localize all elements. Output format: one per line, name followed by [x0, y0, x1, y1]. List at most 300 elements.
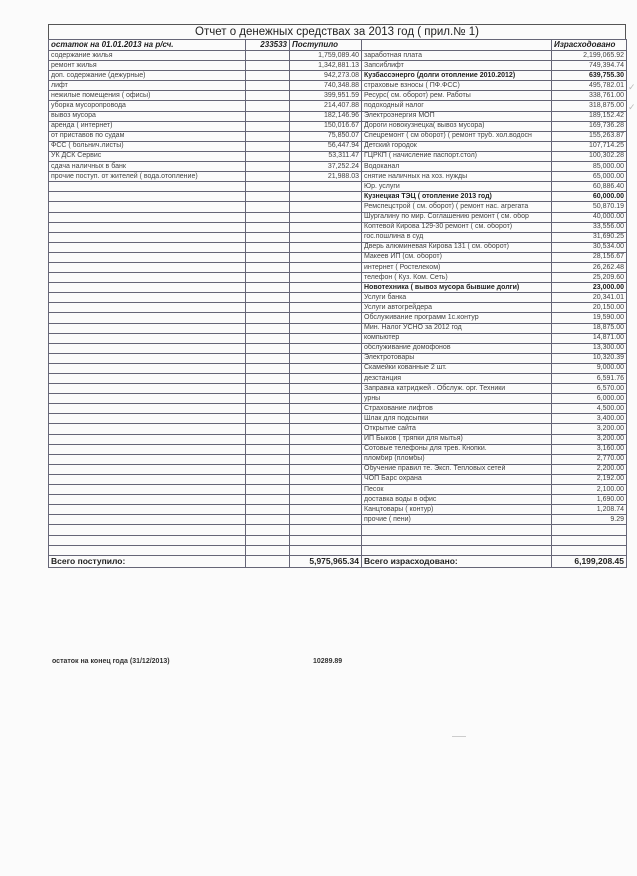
empty-cell — [246, 283, 290, 293]
expense-item-name: Скамейки кованные 2 шт. — [362, 363, 552, 373]
empty-cell — [246, 353, 290, 363]
empty-cell — [246, 454, 290, 464]
table-row — [49, 303, 627, 313]
income-item-amount — [290, 252, 362, 262]
income-item-amount — [290, 293, 362, 303]
check-mark-icon: ✓ — [628, 82, 636, 92]
expense-item-name: Ресурс( см. оборот) рем. Работы — [362, 91, 552, 101]
income-item-amount — [290, 212, 362, 222]
expense-item-amount: 2,200.00 — [552, 464, 627, 474]
opening-balance-value: 233533 — [246, 40, 290, 51]
table-row — [49, 313, 627, 323]
expense-item-amount: 20,150.00 — [552, 303, 627, 313]
empty-cell — [246, 505, 290, 515]
expense-item-amount: 155,263.87 — [552, 131, 627, 141]
income-item-amount — [290, 454, 362, 464]
income-item-name — [49, 515, 246, 525]
empty-cell — [246, 51, 290, 61]
expense-item-name: Новотехника ( вывоз мусора бывшие долги) — [362, 283, 552, 293]
expense-item-amount: 19,590.00 — [552, 313, 627, 323]
empty-cell — [246, 384, 290, 394]
income-item-amount: 75,850.07 — [290, 131, 362, 141]
expense-item-name: прочие ( пени) — [362, 515, 552, 525]
empty-cell — [246, 343, 290, 353]
income-item-name — [49, 283, 246, 293]
empty-cell — [246, 424, 290, 434]
empty-cell — [246, 404, 290, 414]
income-item-amount: 942,273.08 — [290, 71, 362, 81]
expense-item-amount: 40,000.00 — [552, 212, 627, 222]
income-item-amount — [290, 444, 362, 454]
expense-name-header — [362, 40, 552, 51]
expense-item-amount: 107,714.25 — [552, 141, 627, 151]
table-row — [49, 222, 627, 232]
empty-cell — [246, 111, 290, 121]
expense-item-name: Страхование лифтов — [362, 404, 552, 414]
expense-item-amount: 65,000.00 — [552, 172, 627, 182]
empty-cell — [246, 555, 290, 567]
expense-item-amount: 1,690.00 — [552, 495, 627, 505]
table-row — [49, 252, 627, 262]
empty-cell — [246, 131, 290, 141]
income-item-amount — [290, 202, 362, 212]
empty-cell — [246, 81, 290, 91]
income-item-amount — [290, 262, 362, 272]
empty-cell — [246, 71, 290, 81]
empty-cell — [246, 363, 290, 373]
income-item-name: аренда ( интернет) — [49, 121, 246, 131]
income-item-amount — [290, 404, 362, 414]
income-item-amount — [290, 333, 362, 343]
income-item-amount — [290, 323, 362, 333]
income-item-amount: 56,447.94 — [290, 141, 362, 151]
empty-cell — [246, 303, 290, 313]
expense-item-name: компьютер — [362, 333, 552, 343]
income-item-name — [49, 464, 246, 474]
income-item-amount — [290, 283, 362, 293]
table-row — [49, 363, 627, 373]
expense-item-amount — [552, 535, 627, 545]
income-item-name: доп. содержание (дежурные) — [49, 71, 246, 81]
expense-item-name: Ремспецстрой ( см. оборот) ( ремонт нас. агрегата — [362, 202, 552, 212]
income-item-name — [49, 505, 246, 515]
table-row — [49, 333, 627, 343]
income-item-name — [49, 303, 246, 313]
table-row — [49, 202, 627, 212]
expense-item-name: Электроэнергия МОП — [362, 111, 552, 121]
income-item-amount — [290, 464, 362, 474]
empty-cell — [246, 91, 290, 101]
expense-item-amount: 3,200.00 — [552, 434, 627, 444]
report-table — [48, 39, 627, 568]
expense-item-name: Водоканал — [362, 162, 552, 172]
total-income-value: 5,975,965.34 — [290, 555, 362, 567]
expense-item-name: Коптевой Кирова 129-30 ремонт ( см. оборот) — [362, 222, 552, 232]
income-item-name: нежилые помещения ( офисы) — [49, 91, 246, 101]
income-item-name: уборка мусоропровода — [49, 101, 246, 111]
empty-cell — [246, 333, 290, 343]
expense-item-name: Шлак для подсыпки — [362, 414, 552, 424]
empty-cell — [246, 222, 290, 232]
expense-item-amount: 189,152.42 — [552, 111, 627, 121]
expense-item-amount: 60,886.40 — [552, 182, 627, 192]
report-title: Отчет о денежных средствах за 2013 год ( прил.№ 1) — [48, 24, 626, 39]
income-item-name — [49, 434, 246, 444]
expense-item-name: Сотовые телефоны для трев. Кнопки. — [362, 444, 552, 454]
table-row — [49, 71, 627, 81]
table-row — [49, 323, 627, 333]
empty-cell — [246, 414, 290, 424]
expense-item-amount: 6,570.00 — [552, 384, 627, 394]
expense-item-name: Обучение правил те. Эксп. Тепловых сетей — [362, 464, 552, 474]
income-item-name: от приставов по судам — [49, 131, 246, 141]
table-row — [49, 101, 627, 111]
table-row — [49, 353, 627, 363]
expense-item-name: пломбир (пломбы) — [362, 454, 552, 464]
table-row — [49, 545, 627, 555]
totals-row — [49, 555, 627, 567]
table-row — [49, 273, 627, 283]
table-row — [49, 424, 627, 434]
income-item-name — [49, 384, 246, 394]
expense-item-amount: 3,200.00 — [552, 424, 627, 434]
income-item-amount — [290, 515, 362, 525]
expense-item-amount: 9.29 — [552, 515, 627, 525]
table-row — [49, 151, 627, 161]
income-item-name — [49, 535, 246, 545]
income-item-name: прочие поступ. от жителей ( вода.отопление) — [49, 172, 246, 182]
empty-cell — [246, 535, 290, 545]
empty-cell — [246, 172, 290, 182]
table-row — [49, 192, 627, 202]
income-item-name: лифт — [49, 81, 246, 91]
table-row — [49, 394, 627, 404]
table-row — [49, 515, 627, 525]
closing-balance-value: 10289.89 — [313, 658, 343, 665]
expense-item-amount: 50,870.19 — [552, 202, 627, 212]
table-row — [49, 262, 627, 272]
expense-item-amount: 3,400.00 — [552, 414, 627, 424]
expense-item-amount: 10,320.39 — [552, 353, 627, 363]
income-item-amount: 150,016.67 — [290, 121, 362, 131]
table-row — [49, 343, 627, 353]
table-row — [49, 51, 627, 61]
expense-item-name: дезстанция — [362, 374, 552, 384]
income-header: Поступило — [290, 40, 362, 51]
expense-item-name: Канцтовары ( контур) — [362, 505, 552, 515]
income-item-amount: 214,407.88 — [290, 101, 362, 111]
income-item-amount — [290, 353, 362, 363]
table-row — [49, 141, 627, 151]
closing-balance-label: остаток на конец года (31/12/2013) — [52, 658, 170, 665]
empty-cell — [246, 323, 290, 333]
income-item-amount: 37,252.24 — [290, 162, 362, 172]
table-row — [49, 81, 627, 91]
empty-cell — [246, 313, 290, 323]
empty-cell — [246, 252, 290, 262]
expense-item-amount: 14,871.00 — [552, 333, 627, 343]
expense-item-name: Услуги банка — [362, 293, 552, 303]
table-row — [49, 444, 627, 454]
income-item-name — [49, 212, 246, 222]
empty-cell — [246, 212, 290, 222]
expense-item-amount: 4,500.00 — [552, 404, 627, 414]
empty-cell — [246, 273, 290, 283]
expense-item-amount: 338,761.00 — [552, 91, 627, 101]
income-item-name — [49, 545, 246, 555]
table-row — [49, 242, 627, 252]
income-item-amount — [290, 535, 362, 545]
expense-item-amount: 20,341.01 — [552, 293, 627, 303]
empty-cell — [246, 121, 290, 131]
income-item-name: ФСС ( больнич.листы) — [49, 141, 246, 151]
expense-item-amount: 749,394.74 — [552, 61, 627, 71]
report-sheet — [48, 24, 626, 568]
empty-cell — [246, 101, 290, 111]
income-item-name: сдача наличных в банк — [49, 162, 246, 172]
expense-item-name — [362, 525, 552, 535]
expense-item-amount: 2,199,065.92 — [552, 51, 627, 61]
expense-item-name: Спецремонт ( см оборот) ( ремонт труб. хол.водосн — [362, 131, 552, 141]
empty-cell — [246, 515, 290, 525]
expense-item-amount: 6,000.00 — [552, 394, 627, 404]
expense-item-name: телефон ( Куз. Ком. Сеть) — [362, 273, 552, 283]
expense-item-name: Обслуживание программ 1с.контур — [362, 313, 552, 323]
expense-item-name: Шургалину по мир. Соглашению ремонт ( см. обор — [362, 212, 552, 222]
table-row — [49, 535, 627, 545]
income-item-name — [49, 273, 246, 283]
expense-item-amount: 6,591.76 — [552, 374, 627, 384]
income-item-name — [49, 404, 246, 414]
income-item-amount — [290, 495, 362, 505]
income-item-amount — [290, 394, 362, 404]
income-item-name — [49, 444, 246, 454]
expense-item-name: Песок — [362, 485, 552, 495]
empty-cell — [246, 485, 290, 495]
expense-item-name: урны — [362, 394, 552, 404]
income-item-amount — [290, 434, 362, 444]
table-row — [49, 384, 627, 394]
income-item-name — [49, 242, 246, 252]
expense-item-name: ЧОП Барс охрана — [362, 474, 552, 484]
opening-balance-label: остаток на 01.01.2013 на р/сч. — [49, 40, 246, 51]
table-row — [49, 434, 627, 444]
income-item-name: ремонт жилья — [49, 61, 246, 71]
income-item-name — [49, 474, 246, 484]
expense-item-name: обслуживание домофонов — [362, 343, 552, 353]
income-item-amount: 1,759,089.40 — [290, 51, 362, 61]
table-row — [49, 474, 627, 484]
empty-cell — [246, 525, 290, 535]
expense-item-name: Кузнецкая ТЭЦ ( отопление 2013 год) — [362, 192, 552, 202]
empty-cell — [246, 374, 290, 384]
empty-cell — [246, 162, 290, 172]
expense-item-amount: 3,160.00 — [552, 444, 627, 454]
expense-item-name: Дверь алюминевая Кирова 131 ( см. оборот) — [362, 242, 552, 252]
income-item-amount — [290, 232, 362, 242]
income-item-amount — [290, 313, 362, 323]
table-row — [49, 61, 627, 71]
table-row — [49, 121, 627, 131]
income-item-amount — [290, 485, 362, 495]
income-item-name — [49, 525, 246, 535]
income-item-amount — [290, 192, 362, 202]
empty-cell — [246, 141, 290, 151]
table-row — [49, 131, 627, 141]
expense-item-name: Запсиблифт — [362, 61, 552, 71]
income-item-amount: 53,311.47 — [290, 151, 362, 161]
income-item-amount: 21,988.03 — [290, 172, 362, 182]
empty-cell — [246, 394, 290, 404]
income-item-amount — [290, 384, 362, 394]
income-item-name: содержание жилья — [49, 51, 246, 61]
income-item-name — [49, 424, 246, 434]
check-mark-icon: ✓ — [628, 102, 636, 112]
expense-item-amount — [552, 545, 627, 555]
expense-item-amount: 33,556.00 — [552, 222, 627, 232]
income-item-name: УК ДСК Сервис — [49, 151, 246, 161]
income-item-amount — [290, 474, 362, 484]
expense-item-amount: 100,302.28 — [552, 151, 627, 161]
income-item-name — [49, 414, 246, 424]
income-item-amount — [290, 363, 362, 373]
income-item-amount — [290, 303, 362, 313]
expense-item-name: ИП Быков ( тряпки для мытья) — [362, 434, 552, 444]
expense-item-name — [362, 535, 552, 545]
empty-cell — [246, 545, 290, 555]
income-item-amount — [290, 182, 362, 192]
expense-item-amount — [552, 525, 627, 535]
expense-item-amount: 60,000.00 — [552, 192, 627, 202]
table-row — [49, 212, 627, 222]
empty-cell — [246, 464, 290, 474]
total-income-label: Всего поступило: — [49, 555, 246, 567]
income-item-amount — [290, 222, 362, 232]
expense-item-amount: 26,262.48 — [552, 262, 627, 272]
income-item-name — [49, 182, 246, 192]
table-row — [49, 505, 627, 515]
table-row — [49, 525, 627, 535]
income-item-name — [49, 222, 246, 232]
income-item-name — [49, 343, 246, 353]
expense-item-amount: 9,000.00 — [552, 363, 627, 373]
expense-item-name: страховые взносы ( ПФ.ФСС) — [362, 81, 552, 91]
empty-cell — [246, 262, 290, 272]
income-item-amount — [290, 273, 362, 283]
income-item-amount: 740,348.88 — [290, 81, 362, 91]
expense-item-name: снятие наличных на хоз. нужды — [362, 172, 552, 182]
expense-item-name: доставка воды в офис — [362, 495, 552, 505]
income-item-amount — [290, 414, 362, 424]
income-item-name — [49, 192, 246, 202]
expense-item-amount: 318,875.00 — [552, 101, 627, 111]
income-item-name — [49, 353, 246, 363]
table-row — [49, 283, 627, 293]
expense-item-name: Детский городок — [362, 141, 552, 151]
table-row — [49, 111, 627, 121]
empty-cell — [246, 232, 290, 242]
expense-item-name: заработная плата — [362, 51, 552, 61]
expense-item-name: гос.пошлина в суд — [362, 232, 552, 242]
table-row — [49, 91, 627, 101]
income-item-amount: 399,951.59 — [290, 91, 362, 101]
income-item-amount — [290, 242, 362, 252]
expense-item-name: интернет ( Ростелеком) — [362, 262, 552, 272]
income-item-amount — [290, 343, 362, 353]
total-expense-value: 6,199,208.45 — [552, 555, 627, 567]
expense-item-amount: 639,755.30 — [552, 71, 627, 81]
income-item-name — [49, 454, 246, 464]
table-row — [49, 172, 627, 182]
income-item-name — [49, 495, 246, 505]
expense-item-amount: 2,770.00 — [552, 454, 627, 464]
table-row — [49, 293, 627, 303]
expense-item-amount: 2,100.00 — [552, 485, 627, 495]
empty-cell — [246, 495, 290, 505]
expense-item-amount: 30,534.00 — [552, 242, 627, 252]
expense-item-amount: 18,875.00 — [552, 323, 627, 333]
expense-item-name: Заправка катриджей . Обслуж. орг. Техники — [362, 384, 552, 394]
expense-item-name: Дороги новокузнецка( вывоз мусора) — [362, 121, 552, 131]
income-item-amount — [290, 374, 362, 384]
table-row — [49, 485, 627, 495]
expense-item-name: Электротовары — [362, 353, 552, 363]
income-item-amount — [290, 525, 362, 535]
expense-item-amount: 169,736.28 — [552, 121, 627, 131]
table-row — [49, 414, 627, 424]
income-item-name — [49, 333, 246, 343]
expense-item-name: Кузбассэнерго (долги отопление 2010.2012) — [362, 71, 552, 81]
empty-cell — [246, 192, 290, 202]
expense-item-amount: 28,156.67 — [552, 252, 627, 262]
expense-item-amount: 25,209.60 — [552, 273, 627, 283]
empty-cell — [246, 202, 290, 212]
empty-cell — [246, 242, 290, 252]
income-item-name — [49, 394, 246, 404]
table-row — [49, 464, 627, 474]
empty-cell — [246, 151, 290, 161]
empty-cell — [246, 293, 290, 303]
empty-cell — [246, 434, 290, 444]
expense-item-name — [362, 545, 552, 555]
income-item-name — [49, 313, 246, 323]
empty-cell — [246, 182, 290, 192]
income-item-amount — [290, 505, 362, 515]
expense-item-name: Услуги автогрейдера — [362, 303, 552, 313]
income-item-name — [49, 374, 246, 384]
expense-item-name: подоходный налог — [362, 101, 552, 111]
expense-item-name: ГЦРКП ( начисление паспорт.стол) — [362, 151, 552, 161]
income-item-name: вывоз мусора — [49, 111, 246, 121]
expense-item-amount: 13,300.00 — [552, 343, 627, 353]
expense-item-name: Макеев ИП (см. оборот) — [362, 252, 552, 262]
expense-item-name: Открытие сайта — [362, 424, 552, 434]
table-row — [49, 232, 627, 242]
expense-item-name: Юр. услуги — [362, 182, 552, 192]
table-row — [49, 374, 627, 384]
income-item-amount — [290, 545, 362, 555]
scan-mark — [452, 736, 466, 741]
income-item-name — [49, 262, 246, 272]
table-row — [49, 495, 627, 505]
income-item-name — [49, 323, 246, 333]
expense-header: Израсходовано — [552, 40, 627, 51]
expense-item-amount: 31,690.25 — [552, 232, 627, 242]
income-item-name — [49, 293, 246, 303]
expense-item-amount: 23,000.00 — [552, 283, 627, 293]
income-item-amount — [290, 424, 362, 434]
income-item-amount: 182,146.96 — [290, 111, 362, 121]
